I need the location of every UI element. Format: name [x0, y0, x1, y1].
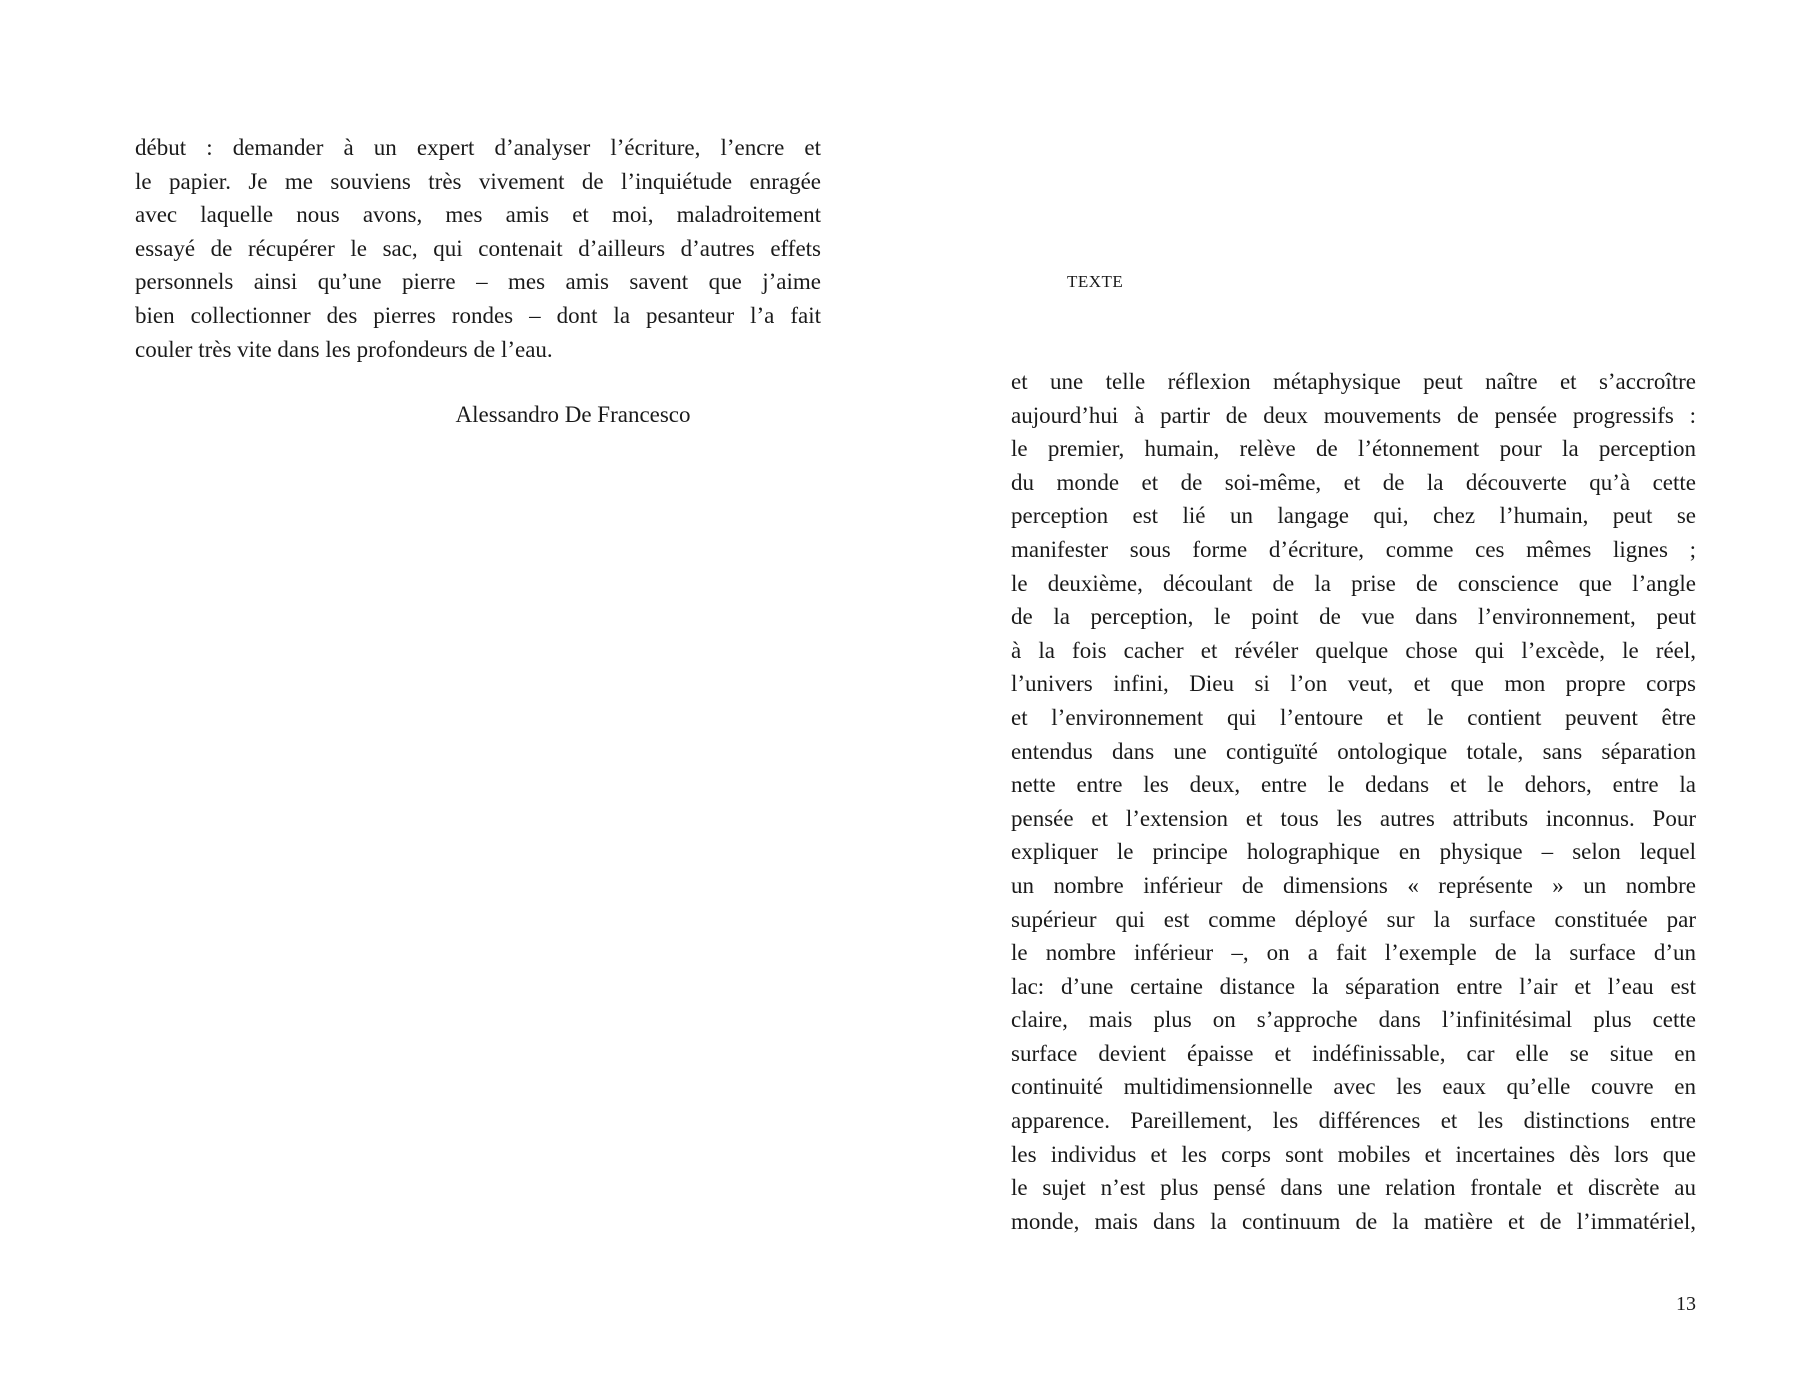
right-page-text — [1011, 365, 1696, 1238]
text-line: perception est lié un langage qui, chez l’humain, peut se — [1011, 503, 1696, 529]
text-line: essayé de récupérer le sac, qui contenait d’ailleurs d’autres effets — [135, 235, 821, 261]
text-line: le deuxième, découlant de la prise de conscience que l’angle — [1011, 570, 1696, 596]
text-line: personnels ainsi qu’une pierre – mes amis savent que j’aime — [135, 269, 821, 295]
text-line: apparence. Pareillement, les différences et les distinctions entre — [1011, 1108, 1696, 1134]
text-line: bien collectionner des pierres rondes – dont la pesanteur l’a fait — [135, 302, 821, 328]
text-line: claire, mais plus on s’approche dans l’infinitésimal plus cette — [1011, 1007, 1696, 1033]
text-line: le nombre inférieur –, on a fait l’exemple de la surface d’un — [1011, 940, 1696, 966]
author-signature: Alessandro De Francesco — [455, 402, 691, 427]
text-line: de la perception, le point de vue dans l’environnement, peut — [1011, 604, 1696, 630]
text-line: expliquer le principe holographique en physique – selon lequel — [1011, 839, 1696, 865]
text-line: couler très vite dans les profondeurs de l’eau. — [135, 336, 553, 362]
text-line: entendus dans une contiguïté ontologique totale, sans séparation — [1011, 738, 1696, 764]
text-line: pensée et l’extension et tous les autres attributs inconnus. Pour — [1011, 805, 1696, 831]
text-line: et une telle réflexion métaphysique peut naître et s’accroître — [1011, 369, 1696, 394]
text-line: le sujet n’est plus pensé dans une relation frontale et discrète au — [1011, 1175, 1696, 1201]
text-line: aujourd’hui à partir de deux mouvements de pensée progressifs : — [1011, 402, 1696, 428]
text-line: nette entre les deux, entre le dedans et le dehors, entre la — [1011, 772, 1696, 798]
text-line: lac: d’une certaine distance la séparation entre l’air et l’eau est — [1011, 973, 1696, 999]
text-line: du monde et de soi-même, et de la découverte qu’à cette — [1011, 469, 1696, 495]
text-line: continuité multidimensionnelle avec les eaux qu’elle couvre en — [1011, 1074, 1696, 1100]
text-line: avec laquelle nous avons, mes amis et moi, maladroitement — [135, 202, 821, 228]
left-page-text — [135, 131, 821, 366]
page-number: 13 — [1676, 1293, 1696, 1315]
text-line: supérieur qui est comme déployé sur la surface constituée par — [1011, 906, 1696, 932]
text-line: un nombre inférieur de dimensions « représente » un nombre — [1011, 872, 1696, 898]
text-line: et l’environnement qui l’entoure et le contient peuvent être — [1011, 704, 1696, 730]
text-line: à la fois cacher et révéler quelque chose qui l’excède, le réel, — [1011, 637, 1696, 663]
text-line: début : demander à un expert d’analyser l’écriture, l’encre et — [135, 135, 821, 160]
text-line: l’univers infini, Dieu si l’on veut, et que mon propre corps — [1011, 671, 1696, 697]
text-line: les individus et les corps sont mobiles et incertaines dès lors que — [1011, 1141, 1696, 1167]
running-head: TEXTE — [1067, 272, 1124, 291]
text-line: le premier, humain, relève de l’étonnement pour la perception — [1011, 436, 1696, 462]
text-line: surface devient épaisse et indéfinissable, car elle se situe en — [1011, 1040, 1696, 1066]
text-line: le papier. Je me souviens très vivement de l’inquiétude enragée — [135, 168, 821, 194]
text-line: manifester sous forme d’écriture, comme ces mêmes lignes ; — [1011, 536, 1696, 562]
text-line: monde, mais dans la continuum de la matière et de l’immatériel, — [1011, 1208, 1696, 1234]
